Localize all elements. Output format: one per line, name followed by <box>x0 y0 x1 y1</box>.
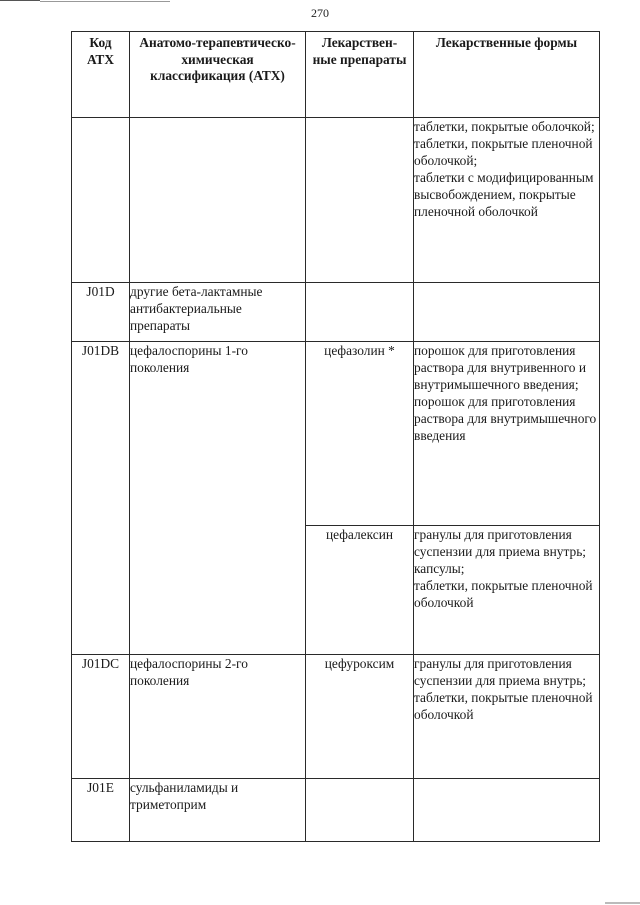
form-line: таблетки, покрытые пленочной оболочкой <box>414 690 593 722</box>
cell-code: J01DB <box>72 342 130 655</box>
header-drugs: Лекарствен-ные препараты <box>306 32 414 118</box>
form-line: порошок для приготовления раствора для внутримышечного введения <box>414 394 597 443</box>
table-row <box>72 283 600 342</box>
cell-code: J01E <box>72 779 130 842</box>
cell-classification: цефалоспорины 2-го поколения <box>130 655 306 779</box>
cell-drug <box>306 779 414 842</box>
cell-drug <box>306 283 414 342</box>
cell-classification: сульфаниламиды и триметоприм <box>130 779 306 842</box>
cell-forms <box>414 342 600 526</box>
scan-edge-mark <box>0 0 40 1</box>
form-line: гранулы для приготовления суспензии для приема внутрь; <box>414 527 587 559</box>
table-row <box>72 779 600 842</box>
header-forms: Лекарственные формы <box>414 32 600 118</box>
form-line: таблетки, покрытые оболочкой; <box>414 119 595 134</box>
header-classification: Анатомо-терапевтическо-химическая классификация (АТХ) <box>130 32 306 118</box>
scan-edge-mark <box>40 1 170 2</box>
cell-forms <box>414 779 600 842</box>
cell-drug <box>306 118 414 283</box>
form-line: порошок для приготовления раствора для внутривенного и внутримышечного введения; <box>414 343 586 392</box>
cell-classification: другие бета-лактамные антибактериальные препараты <box>130 283 306 342</box>
cell-forms <box>414 526 600 655</box>
cell-forms <box>414 655 600 779</box>
form-line: таблетки, покрытые пленочной оболочкой; <box>414 136 593 168</box>
cell-forms <box>414 118 600 283</box>
cell-code: J01DC <box>72 655 130 779</box>
form-line: гранулы для приготовления суспензии для приема внутрь; <box>414 656 587 688</box>
form-line: таблетки, покрытые пленочной оболочкой <box>414 578 593 610</box>
table-row <box>72 118 600 283</box>
header-code: Код АТХ <box>72 32 130 118</box>
cell-code <box>72 118 130 283</box>
form-line: таблетки с модифицированным высвобождением, покрытые пленочной оболочкой <box>414 170 594 219</box>
cell-code: J01D <box>72 283 130 342</box>
table-row <box>72 342 600 526</box>
atx-table <box>71 31 600 842</box>
cell-drug: цефуроксим <box>306 655 414 779</box>
cell-forms <box>414 283 600 342</box>
table-row <box>72 655 600 779</box>
cell-classification <box>130 118 306 283</box>
page-number: 270 <box>311 6 329 20</box>
form-line: капсулы; <box>414 561 465 576</box>
cell-classification: цефалоспорины 1-го поколения <box>130 342 306 655</box>
scan-edge-mark <box>605 902 640 904</box>
table-header-row <box>72 32 600 118</box>
cell-drug: цефалексин <box>306 526 414 655</box>
cell-drug: цефазолин * <box>306 342 414 526</box>
